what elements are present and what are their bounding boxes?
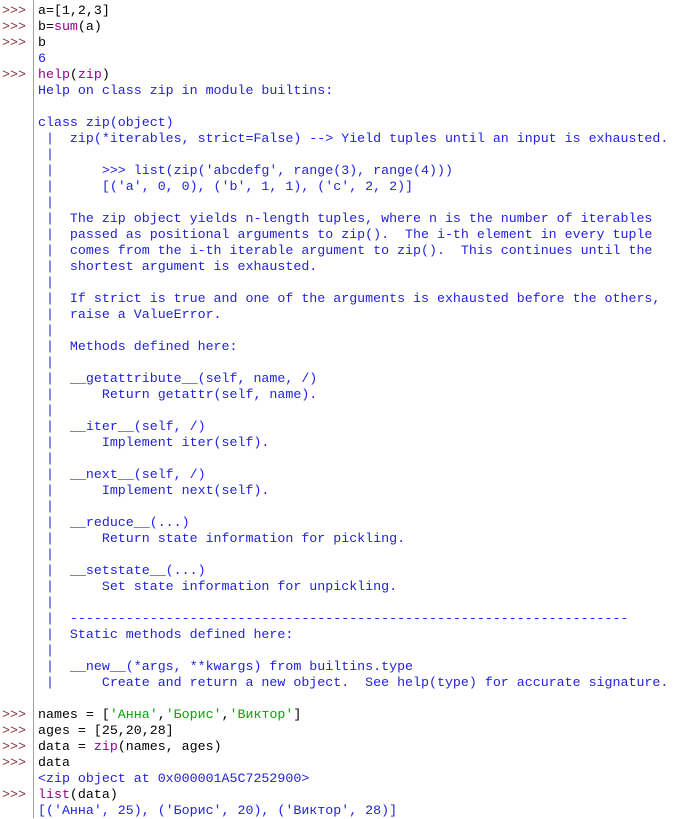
shell-prompt-empty bbox=[0, 371, 34, 387]
shell-prompt-empty bbox=[0, 275, 34, 291]
shell-prompt-empty bbox=[0, 51, 34, 67]
code-segment-o: | bbox=[38, 275, 54, 290]
shell-prompt-empty bbox=[0, 483, 34, 499]
code-segment-o: | bbox=[38, 147, 54, 162]
shell-prompt-empty bbox=[0, 99, 34, 115]
shell-line bbox=[0, 563, 680, 579]
shell-line-text bbox=[34, 227, 680, 243]
shell-prompt-empty bbox=[0, 211, 34, 227]
shell-prompt: >>> bbox=[2, 19, 26, 34]
shell-prompt-empty bbox=[0, 675, 34, 691]
code-segment-o: | bbox=[38, 499, 54, 514]
code-segment-c: ages = [25,20,28] bbox=[38, 723, 174, 738]
shell-prompt-empty bbox=[0, 355, 34, 371]
shell-line bbox=[0, 435, 680, 451]
code-segment-o: Help on class zip in module builtins: bbox=[38, 83, 334, 98]
code-segment-s: 'Борис' bbox=[165, 707, 222, 722]
shell-line bbox=[0, 787, 680, 803]
shell-line bbox=[0, 275, 680, 291]
shell-prompt-empty bbox=[0, 611, 34, 627]
shell-line-text bbox=[34, 627, 680, 643]
shell-line bbox=[0, 323, 680, 339]
shell-prompt-empty bbox=[0, 259, 34, 275]
code-segment-o: | bbox=[38, 355, 54, 370]
shell-prompt-empty bbox=[0, 563, 34, 579]
shell-line bbox=[0, 147, 680, 163]
shell-line bbox=[0, 19, 680, 35]
shell-prompt: >>> bbox=[2, 35, 26, 50]
shell-line bbox=[0, 387, 680, 403]
shell-line bbox=[0, 483, 680, 499]
shell-line bbox=[0, 691, 680, 707]
code-segment-c: data bbox=[38, 755, 70, 770]
shell-prompt-empty bbox=[0, 115, 34, 131]
shell-prompt: >>> bbox=[2, 707, 26, 722]
shell-line-text bbox=[34, 339, 680, 355]
code-segment-o: | Implement iter(self). bbox=[38, 435, 270, 450]
code-segment-o: | passed as positional arguments to zip(). The i-th element in every tuple bbox=[38, 227, 653, 242]
code-segment-o: | bbox=[38, 595, 54, 610]
shell-prompt-empty bbox=[0, 659, 34, 675]
shell-prompt-empty bbox=[0, 531, 34, 547]
code-segment-o: | Create and return a new object. See help(type) for accurate signature. bbox=[38, 675, 669, 690]
shell-line bbox=[0, 707, 680, 723]
shell-line bbox=[0, 467, 680, 483]
code-segment-o: | >>> list(zip('abcdefg', range(3), range(4))) bbox=[38, 163, 453, 178]
code-segment-o: | zip(*iterables, strict=False) --> Yield tuples until an input is exhausted. bbox=[38, 131, 669, 146]
shell-line-text bbox=[34, 115, 680, 131]
shell-line-text bbox=[34, 195, 680, 211]
shell-line-text bbox=[34, 19, 680, 35]
shell-prompt-empty bbox=[0, 227, 34, 243]
code-segment-o: | __iter__(self, /) bbox=[38, 419, 206, 434]
code-segment-o: | If strict is true and one of the arguments is exhausted before the others, bbox=[38, 291, 661, 306]
shell-prompt-empty bbox=[0, 467, 34, 483]
shell-line-text bbox=[34, 771, 680, 787]
shell-line bbox=[0, 339, 680, 355]
code-segment-o: | __getattribute__(self, name, /) bbox=[38, 371, 318, 386]
shell-line bbox=[0, 179, 680, 195]
prompt-gutter-divider bbox=[33, 0, 34, 818]
code-segment-b: list bbox=[38, 787, 70, 802]
shell-prompt-empty bbox=[0, 307, 34, 323]
shell-line bbox=[0, 451, 680, 467]
code-segment-o: | __new__(*args, **kwargs) from builtins.type bbox=[38, 659, 414, 674]
shell-prompt-empty bbox=[0, 403, 34, 419]
shell-line-text bbox=[34, 595, 680, 611]
shell-line bbox=[0, 803, 680, 819]
shell-line bbox=[0, 211, 680, 227]
shell-line-text bbox=[34, 355, 680, 371]
shell-prompt-empty bbox=[0, 179, 34, 195]
shell-line-text bbox=[34, 99, 680, 115]
shell-line-text bbox=[34, 483, 680, 499]
shell-prompt-empty bbox=[0, 195, 34, 211]
code-segment-s: 'Виктор' bbox=[229, 707, 294, 722]
code-segment-s: 'Анна' bbox=[109, 707, 158, 722]
shell-line bbox=[0, 499, 680, 515]
shell-line-text bbox=[34, 435, 680, 451]
code-segment-b: zip bbox=[77, 67, 102, 82]
shell-line-text bbox=[34, 307, 680, 323]
shell-line-text bbox=[34, 467, 680, 483]
shell-line-text bbox=[34, 323, 680, 339]
shell-prompt-empty bbox=[0, 595, 34, 611]
shell-prompt-empty bbox=[0, 579, 34, 595]
shell-line bbox=[0, 227, 680, 243]
code-segment-o: | Return state information for pickling. bbox=[38, 531, 406, 546]
shell-line-text bbox=[34, 755, 680, 771]
shell-line bbox=[0, 259, 680, 275]
code-segment-o: | Methods defined here: bbox=[38, 339, 238, 354]
shell-line bbox=[0, 627, 680, 643]
shell-prompt-empty bbox=[0, 339, 34, 355]
shell-prompt-empty bbox=[0, 83, 34, 99]
shell-line-text bbox=[34, 643, 680, 659]
shell-prompt-empty bbox=[0, 451, 34, 467]
code-segment-o: | Static methods defined here: bbox=[38, 627, 294, 642]
shell-line bbox=[0, 195, 680, 211]
shell-line-text bbox=[34, 163, 680, 179]
shell-line-text bbox=[34, 419, 680, 435]
code-segment-b: help bbox=[38, 67, 70, 82]
shell-line bbox=[0, 3, 680, 19]
shell-line bbox=[0, 675, 680, 691]
shell-line-text bbox=[34, 803, 680, 819]
shell-line bbox=[0, 419, 680, 435]
code-segment-c: data = bbox=[38, 739, 94, 754]
code-segment-c: (names, ages) bbox=[117, 739, 222, 754]
shell-line-text bbox=[34, 211, 680, 227]
code-segment-o: | bbox=[38, 323, 54, 338]
shell-line-text bbox=[34, 259, 680, 275]
shell-line-text bbox=[34, 579, 680, 595]
code-segment-c: b bbox=[38, 35, 46, 50]
code-segment-c: b= bbox=[38, 19, 54, 34]
code-segment-c: names = [ bbox=[38, 707, 110, 722]
code-segment-o: | bbox=[38, 195, 54, 210]
code-segment-b: zip bbox=[93, 739, 118, 754]
shell-line-text bbox=[34, 67, 680, 83]
code-segment-o: | shortest argument is exhausted. bbox=[38, 259, 318, 274]
shell-line bbox=[0, 371, 680, 387]
shell-line bbox=[0, 739, 680, 755]
shell-prompt-empty bbox=[0, 387, 34, 403]
code-segment-o: | The zip object yields n-length tuples, where n is the number of iterables bbox=[38, 211, 653, 226]
code-segment-o: | Return getattr(self, name). bbox=[38, 387, 318, 402]
shell-line bbox=[0, 99, 680, 115]
shell-line bbox=[0, 51, 680, 67]
shell-prompt: >>> bbox=[2, 787, 26, 802]
shell-prompt-empty bbox=[0, 627, 34, 643]
code-segment-o: 6 bbox=[38, 51, 46, 66]
shell-line-text bbox=[34, 243, 680, 259]
shell-prompt: >>> bbox=[2, 3, 26, 18]
shell-prompt: >>> bbox=[2, 739, 26, 754]
shell-prompt-empty bbox=[0, 691, 34, 707]
shell-line bbox=[0, 659, 680, 675]
shell-line-text bbox=[34, 275, 680, 291]
shell-prompt: >>> bbox=[2, 67, 26, 82]
shell-line-text bbox=[34, 611, 680, 627]
shell-line bbox=[0, 515, 680, 531]
shell-line bbox=[0, 579, 680, 595]
shell-line bbox=[0, 771, 680, 787]
shell-line bbox=[0, 531, 680, 547]
code-segment-o: | __next__(self, /) bbox=[38, 467, 206, 482]
shell-line bbox=[0, 307, 680, 323]
code-segment-o: | [('a', 0, 0), ('b', 1, 1), ('c', 2, 2)] bbox=[38, 179, 414, 194]
shell-line bbox=[0, 643, 680, 659]
shell-prompt: >>> bbox=[2, 723, 26, 738]
shell-line-text bbox=[34, 179, 680, 195]
shell-line-text bbox=[34, 83, 680, 99]
shell-prompt-empty bbox=[0, 163, 34, 179]
code-segment-o: <zip object at 0x000001A5C7252900> bbox=[38, 771, 310, 786]
code-segment-o: [('Анна', 25), ('Борис', 20), ('Виктор', 28)] bbox=[38, 803, 398, 818]
shell-line bbox=[0, 291, 680, 307]
shell-prompt-empty bbox=[0, 131, 34, 147]
shell-line bbox=[0, 547, 680, 563]
shell-line bbox=[0, 163, 680, 179]
shell-line bbox=[0, 35, 680, 51]
shell-prompt-empty bbox=[0, 771, 34, 787]
shell-line bbox=[0, 403, 680, 419]
shell-line bbox=[0, 355, 680, 371]
shell-line bbox=[0, 67, 680, 83]
shell-line-text bbox=[34, 131, 680, 147]
shell-line-text bbox=[34, 387, 680, 403]
shell-prompt: >>> bbox=[2, 755, 26, 770]
shell-line bbox=[0, 723, 680, 739]
code-segment-o: class zip(object) bbox=[38, 115, 174, 130]
shell-line-text bbox=[34, 451, 680, 467]
shell-line-text bbox=[34, 723, 680, 739]
code-segment-o: | raise a ValueError. bbox=[38, 307, 222, 322]
shell-line-text bbox=[34, 147, 680, 163]
shell-line-text bbox=[34, 3, 680, 19]
shell-line-text bbox=[34, 659, 680, 675]
code-segment-o: | bbox=[38, 403, 54, 418]
shell-line-text bbox=[34, 515, 680, 531]
shell-prompt-empty bbox=[0, 803, 34, 819]
shell-line-text bbox=[34, 563, 680, 579]
shell-line-text bbox=[34, 787, 680, 803]
shell-prompt-empty bbox=[0, 499, 34, 515]
shell-line-text bbox=[34, 547, 680, 563]
shell-line-text bbox=[34, 707, 680, 723]
code-segment-o: | bbox=[38, 547, 54, 562]
shell-prompt-empty bbox=[0, 323, 34, 339]
code-segment-o: | Set state information for unpickling. bbox=[38, 579, 398, 594]
shell-prompt-empty bbox=[0, 291, 34, 307]
shell-line bbox=[0, 611, 680, 627]
shell-prompt-empty bbox=[0, 547, 34, 563]
shell-line-text bbox=[34, 691, 680, 707]
code-segment-o: | ---------------------------------------------------------------------- bbox=[38, 611, 629, 626]
code-segment-b: sum bbox=[53, 19, 78, 34]
shell-prompt-empty bbox=[0, 643, 34, 659]
shell-line-text bbox=[34, 35, 680, 51]
code-segment-o: | bbox=[38, 643, 54, 658]
shell-line-text bbox=[34, 291, 680, 307]
shell-line-text bbox=[34, 371, 680, 387]
shell-lines-container bbox=[0, 3, 680, 819]
shell-prompt-empty bbox=[0, 147, 34, 163]
code-segment-c: , bbox=[221, 707, 230, 722]
code-segment-o: | Implement next(self). bbox=[38, 483, 270, 498]
shell-prompt-empty bbox=[0, 243, 34, 259]
shell-line-text bbox=[34, 739, 680, 755]
code-segment-c: ( bbox=[69, 67, 78, 82]
shell-line bbox=[0, 83, 680, 99]
shell-line-text bbox=[34, 51, 680, 67]
shell-line bbox=[0, 131, 680, 147]
code-segment-c: ) bbox=[101, 67, 110, 82]
code-segment-c: , bbox=[157, 707, 166, 722]
code-segment-o: | bbox=[38, 451, 54, 466]
code-segment-c: ] bbox=[293, 707, 302, 722]
code-segment-o: | __setstate__(...) bbox=[38, 563, 206, 578]
shell-line bbox=[0, 755, 680, 771]
shell-prompt-empty bbox=[0, 435, 34, 451]
code-segment-c: (a) bbox=[77, 19, 102, 34]
shell-line bbox=[0, 243, 680, 259]
shell-prompt-empty bbox=[0, 419, 34, 435]
shell-line bbox=[0, 595, 680, 611]
code-segment-c: a=[1,2,3] bbox=[38, 3, 110, 18]
shell-prompt-empty bbox=[0, 515, 34, 531]
shell-line bbox=[0, 115, 680, 131]
shell-line-text bbox=[34, 499, 680, 515]
shell-line-text bbox=[34, 675, 680, 691]
code-segment-c: (data) bbox=[69, 787, 118, 802]
code-segment-o: | __reduce__(...) bbox=[38, 515, 190, 530]
shell-line-text bbox=[34, 403, 680, 419]
code-segment-o: | comes from the i-th iterable argument to zip(). This continues until the bbox=[38, 243, 653, 258]
shell-line-text bbox=[34, 531, 680, 547]
